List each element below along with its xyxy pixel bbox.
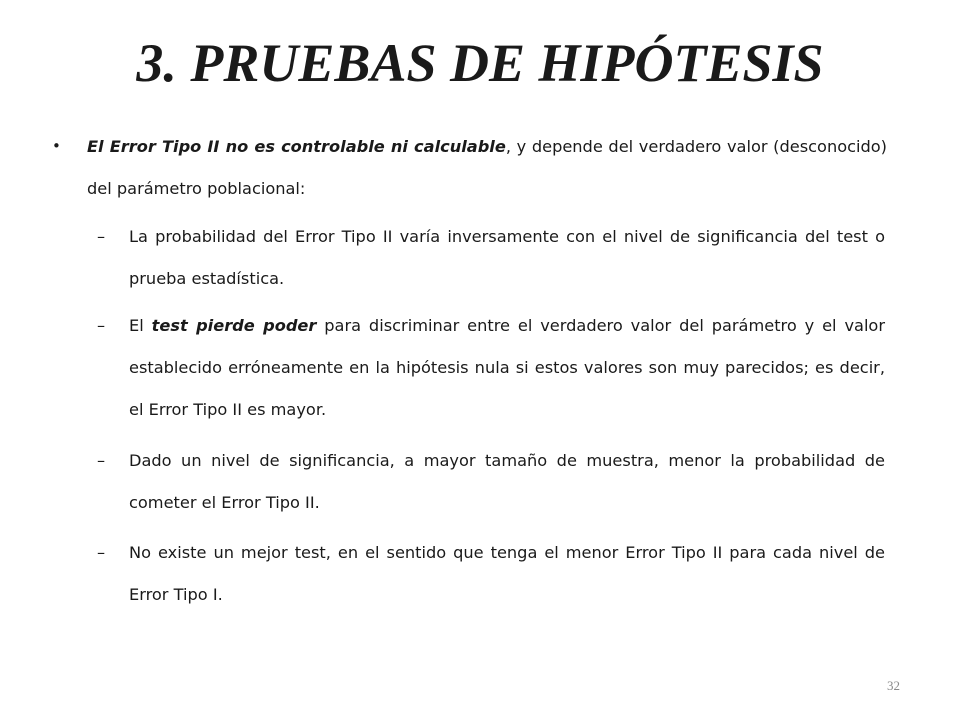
main-bullet-text bbox=[87, 126, 887, 210]
sub-item-text bbox=[129, 440, 885, 524]
sub-item-text bbox=[129, 305, 885, 431]
sub-item-body: No existe un mejor test, en el sentido que tenga el menor Error Tipo II para cada nivel de Error Tipo I. bbox=[129, 543, 885, 604]
page-number: 32 bbox=[887, 678, 900, 693]
sub-item-marker: – bbox=[97, 451, 106, 470]
sub-item-text bbox=[129, 532, 885, 616]
bullet-marker: • bbox=[52, 137, 61, 155]
sub-item-body: para discriminar entre el verdadero valor del parámetro y el valor establecido erróneamente en la hipótesis nula si estos valores son muy parecidos; es decir, el Error Tipo II es mayor. bbox=[129, 316, 885, 419]
sub-item-pre: El bbox=[129, 316, 152, 335]
sub-item-body: Dado un nivel de significancia, a mayor tamaño de muestra, menor la probabilidad de cometer el Error Tipo II. bbox=[129, 451, 885, 512]
sub-item-text bbox=[129, 216, 885, 300]
sub-item-marker: – bbox=[97, 316, 106, 335]
bullet-body-text: , y depende del verdadero valor (desconocido) del parámetro poblacional: bbox=[87, 137, 887, 198]
sub-item-bold: test pierde poder bbox=[151, 316, 317, 335]
sub-item-body: La probabilidad del Error Tipo II varía inversamente con el nivel de significancia del test o prueba estadística. bbox=[129, 227, 885, 288]
bullet-bold-lead: El Error Tipo II no es controlable ni calculable bbox=[87, 137, 506, 156]
slide-title: 3. PRUEBAS DE HIPÓTESIS bbox=[136, 33, 824, 93]
sub-item-marker: – bbox=[97, 543, 106, 562]
sub-item-marker: – bbox=[97, 227, 106, 246]
